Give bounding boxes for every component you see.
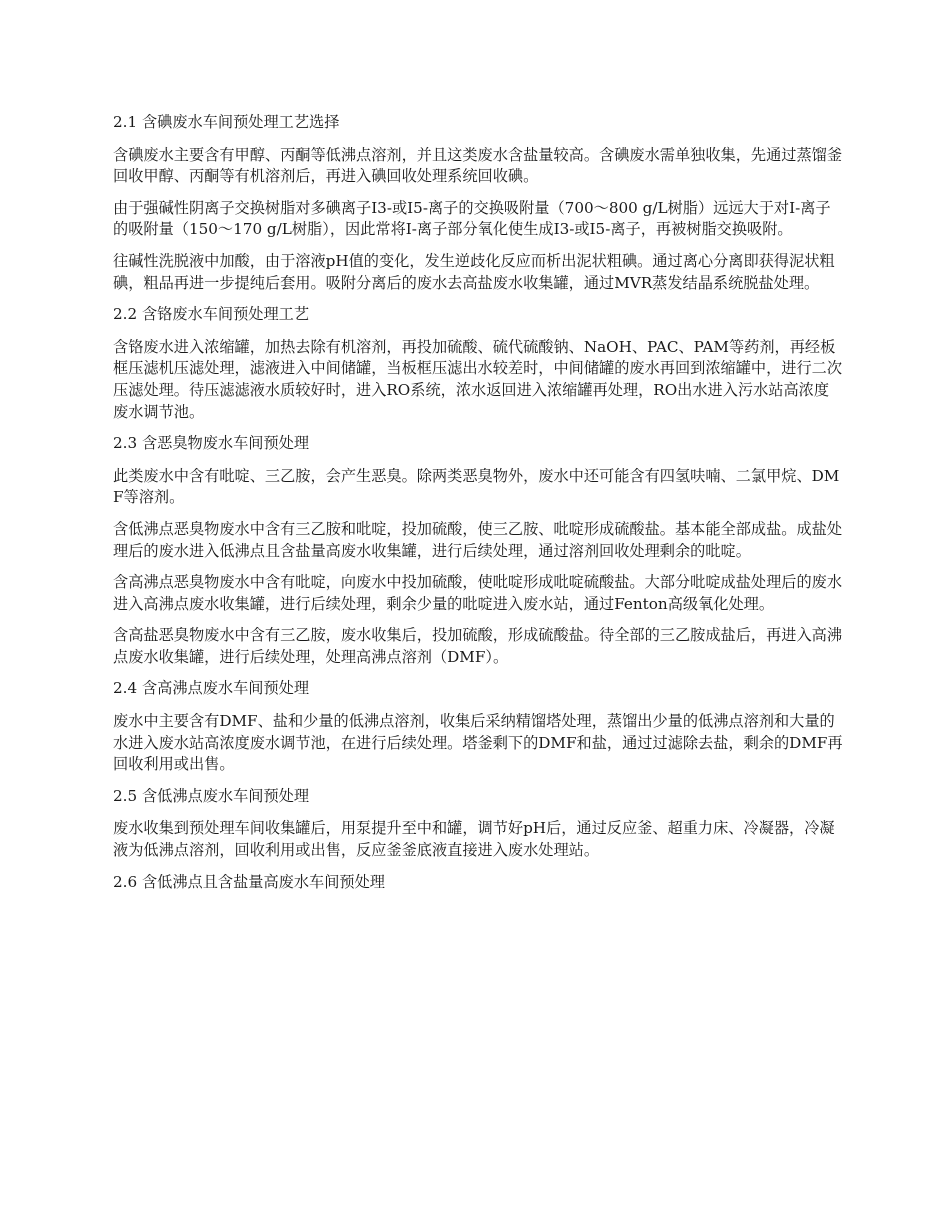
paragraph: 含低沸点恶臭物废水中含有三乙胺和吡啶，投加硫酸，使三乙胺、吡啶形成硫酸盐。基本能全部成盐。成盐处理后的废水进入低沸点且含盐量高废水收集罐，进行后续处理，通过溶剂回收处理剩余的吡啶。 (113, 519, 842, 560)
section-heading-2-4: 2.4 含高沸点废水车间预处理 (113, 679, 310, 698)
paragraph: 此类废水中含有吡啶、三乙胺，会产生恶臭。除两类恶臭物外，废水中还可能含有四氢呋喃、二氯甲烷、DMF等溶剂。 (113, 466, 840, 507)
section-heading-2-3: 2.3 含恶臭物废水车间预处理 (113, 434, 310, 453)
paragraph: 往碱性洗脱液中加酸，由于溶液pH值的变化，发生逆歧化反应而析出泥状粗碘。通过离心分离即获得泥状粗碘，粗品再进一步提纯后套用。吸附分离后的废水去高盐废水收集罐，通过MVR蒸发结晶系统脱盐处理。 (113, 251, 835, 292)
paragraph: 含高沸点恶臭物废水中含有吡啶，向废水中投加硫酸，使吡啶形成吡啶硫酸盐。大部分吡啶成盐处理后的废水进入高沸点废水收集罐，进行后续处理，剩余少量的吡啶进入废水站，通过Fenton高级氧化处理。 (113, 573, 842, 613)
section-heading-2-5: 2.5 含低沸点废水车间预处理 (113, 786, 310, 805)
paragraph: 含铬废水进入浓缩罐，加热去除有机溶剂，再投加硫酸、硫代硫酸钠、NaOH、PAC、PAM等药剂，再经板框压滤机压滤处理，滤液进入中间储罐，当板框压滤出水较差时，中间储罐的废水再回到浓缩罐中，进行二次压滤处理。待压滤滤液水质较好时，进入RO系统，浓水返回进入浓缩罐再处理，RO出水进入污水站高浓度废水调节池。 (113, 337, 842, 421)
paragraph: 含碘废水主要含有甲醇、丙酮等低沸点溶剂，并且这类废水含盐量较高。含碘废水需单独收集，先通过蒸馏釜回收甲醇、丙酮等有机溶剂后，再进入碘回收处理系统回收碘。 (113, 145, 842, 186)
section-heading-2-6: 2.6 含低沸点且含盐量高废水车间预处理 (113, 872, 385, 891)
paragraph: 废水中主要含有DMF、盐和少量的低沸点溶剂，收集后采纳精馏塔处理，蒸馏出少量的低沸点溶剂和大量的水进入废水站高浓度废水调节池，在进行后续处理。塔釜剩下的DMF和盐，通过过滤除去盐，剩余的DMF再回收利用或出售。 (113, 712, 843, 774)
document-page (113, 112, 843, 904)
paragraph: 废水收集到预处理车间收集罐后，用泵提升至中和罐，调节好pH后，通过反应釜、超重力床、冷凝器，冷凝液为低沸点溶剂，回收利用或出售，反应釜釜底液直接进入废水处理站。 (113, 819, 835, 860)
paragraph: 由于强碱性阴离子交换树脂对多碘离子I3-或I5-离子的交换吸附量（700～800 g/L树脂）远远大于对I-离子的吸附量（150～170 g/L树脂），因此常将I-离子部分氧化使生成I3-或I5-离子，再被树脂交换吸附。 (113, 198, 831, 239)
section-heading-2-1: 2.1 含碘废水车间预处理工艺选择 (113, 113, 340, 131)
section-heading-2-2: 2.2 含铬废水车间预处理工艺 (113, 305, 310, 324)
paragraph: 含高盐恶臭物废水中含有三乙胺，废水收集后，投加硫酸，形成硫酸盐。待全部的三乙胺成盐后，再进入高沸点废水收集罐，进行后续处理，处理高沸点溶剂（DMF）。 (113, 626, 842, 666)
